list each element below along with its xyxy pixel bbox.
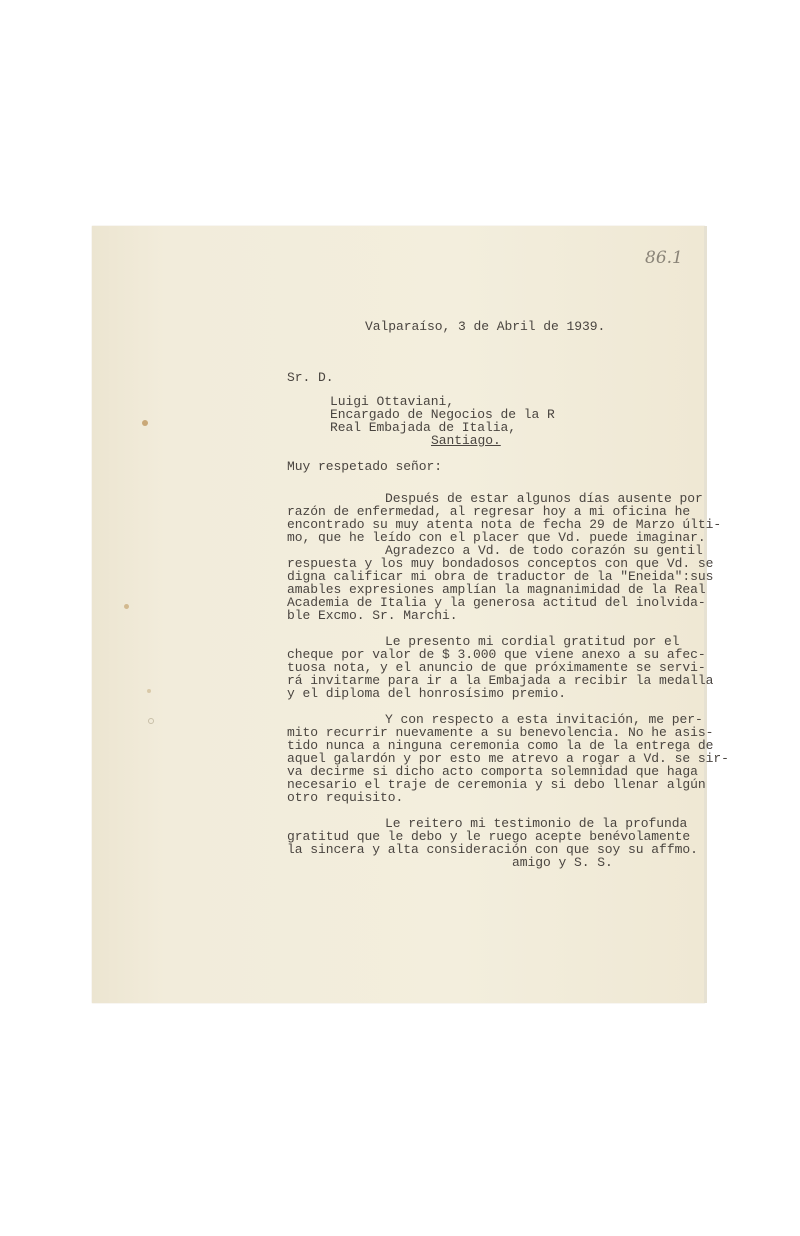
body-line: rá invitarme para ir a la Embajada a recibir la medalla — [287, 673, 714, 688]
body-line: aquel galardón y por esto me atrevo a rogar a Vd. se sir- — [287, 751, 729, 766]
body-line: mo, que he leído con el placer que Vd. puede imaginar. — [287, 530, 706, 545]
recipient-title: Encargado de Negocios de la R — [330, 407, 555, 422]
greeting: Muy respetado señor: — [287, 459, 443, 474]
body-line: respuesta y los muy bondadosos conceptos con que Vd. se — [287, 556, 714, 571]
punch-hole — [142, 420, 148, 426]
body-line: y el diploma del honrosísimo premio. — [287, 686, 567, 701]
body-line: tido nunca a ninguna ceremonia como la de la entrega de — [287, 738, 714, 753]
stain — [147, 689, 151, 693]
body-line: la sincera y alta consideración con que soy su affmo. — [287, 842, 698, 857]
body-line: ble Excmo. Sr. Marchi. — [287, 608, 458, 623]
punch-hole — [124, 604, 129, 609]
body-line: digna calificar mi obra de traductor de la "Eneida":sus — [287, 569, 714, 584]
body-line: amables expresiones amplían la magnanimidad de la Real — [287, 582, 706, 597]
recipient-org: Real Embajada de Italia, — [330, 420, 517, 435]
body-line: Y con respecto a esta invitación, me per- — [385, 712, 703, 727]
body-line: necesario el traje de ceremonia y si debo llenar algún — [287, 777, 706, 792]
body-line: Academia de Italia y la generosa actitud del inolvida- — [287, 595, 706, 610]
recipient-name: Luigi Ottaviani, — [330, 394, 455, 409]
salutation-prefix: Sr. D. — [287, 370, 334, 385]
body-line: amigo y S. S. — [512, 855, 613, 870]
letter-page — [92, 226, 729, 1003]
page-edge — [704, 226, 707, 1003]
body-line: razón de enfermedad, al regresar hoy a mi oficina he — [287, 504, 691, 519]
body-line: Después de estar algunos días ausente por — [385, 491, 703, 506]
body-line: tuosa nota, y el anuncio de que próximamente se servi- — [287, 660, 706, 675]
body-line: encontrado su muy atenta nota de fecha 29 de Marzo últi- — [287, 517, 722, 532]
body-line: va decirme si dicho acto comporta solemnidad que haga — [287, 764, 698, 779]
body-line: Le reitero mi testimonio de la profunda — [385, 816, 688, 831]
punch-hole — [148, 718, 154, 724]
archive-mark: 86.1 — [645, 248, 683, 268]
body-line: mito recurrir nuevamente a su benevolencia. No he asis- — [287, 725, 714, 740]
body-line: cheque por valor de $ 3.000 que viene anexo a su afec- — [287, 647, 706, 662]
body-line: gratitud que le debo y le ruego acepte benévolamente — [287, 829, 691, 844]
body-line: otro requisito. — [287, 790, 404, 805]
body-line: Agradezco a Vd. de todo corazón su gentil — [385, 543, 703, 558]
letter-date: Valparaíso, 3 de Abril de 1939. — [365, 319, 606, 334]
body-line: Le presento mi cordial gratitud por el — [385, 634, 680, 649]
recipient-city: Santiago. — [431, 433, 501, 448]
